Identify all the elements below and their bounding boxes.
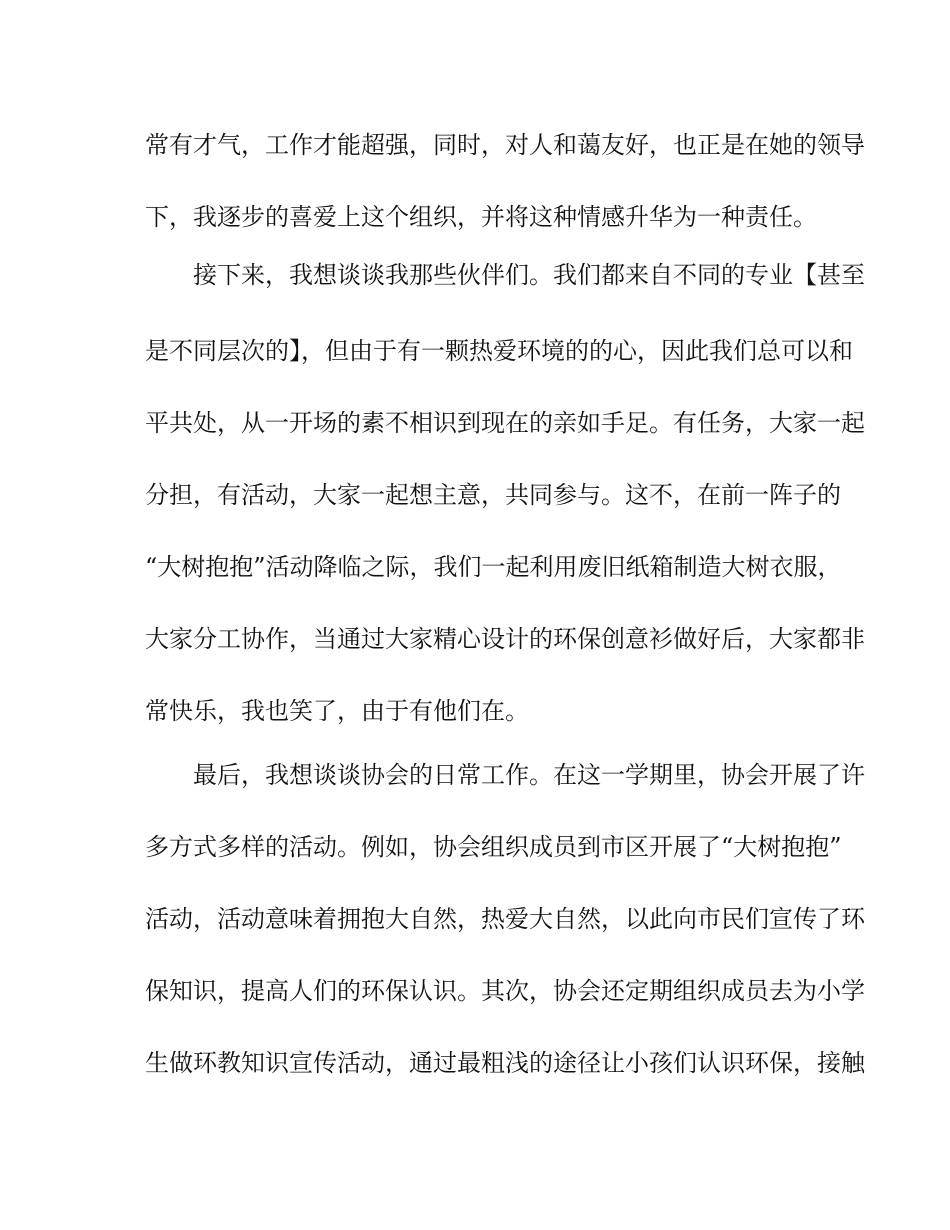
text-line: 常快乐，我也笑了，由于有他们在。 [145, 697, 529, 725]
text-line: 生做环教知识宣传活动，通过最粗浅的途径让小孩们认识环保，接触 [145, 1049, 865, 1077]
text-line: 平共处，从一开场的素不相识到现在的亲如手足。有任务，大家一起 [145, 409, 865, 437]
text-line: “大树抱抱”活动降临之际，我们一起利用废旧纸箱制造大树衣服， [145, 553, 842, 581]
text-line: 保知识，提高人们的环保认识。其次，协会还定期组织成员去为小学 [145, 977, 865, 1005]
text-line: 大家分工协作，当通过大家精心设计的环保创意衫做好后，大家都非 [145, 625, 865, 653]
text-line: 是不同层次的】，但由于有一颗热爱环境的的心，因此我们总可以和 [145, 337, 853, 365]
paragraph-start-line: 接下来，我想谈谈我那些伙伴们。我们都来自不同的专业【甚至 [193, 261, 865, 289]
paragraph-start-line: 最后，我想谈谈协会的日常工作。在这一学期里，协会开展了许 [193, 761, 865, 789]
text-line: 下，我逐步的喜爱上这个组织，并将这种情感升华为一种责任。 [145, 203, 817, 231]
text-line: 多方式多样的活动。例如，协会组织成员到市区开展了“大树抱抱” [145, 833, 842, 861]
text-line: 分担，有活动，大家一起想主意，共同参与。这不，在前一阵子的 [145, 481, 841, 509]
text-line: 常有才气，工作才能超强，同时，对人和蔼友好，也正是在她的领导 [145, 131, 865, 159]
text-line: 活动，活动意味着拥抱大自然，热爱大自然，以此向市民们宣传了环 [145, 905, 865, 933]
